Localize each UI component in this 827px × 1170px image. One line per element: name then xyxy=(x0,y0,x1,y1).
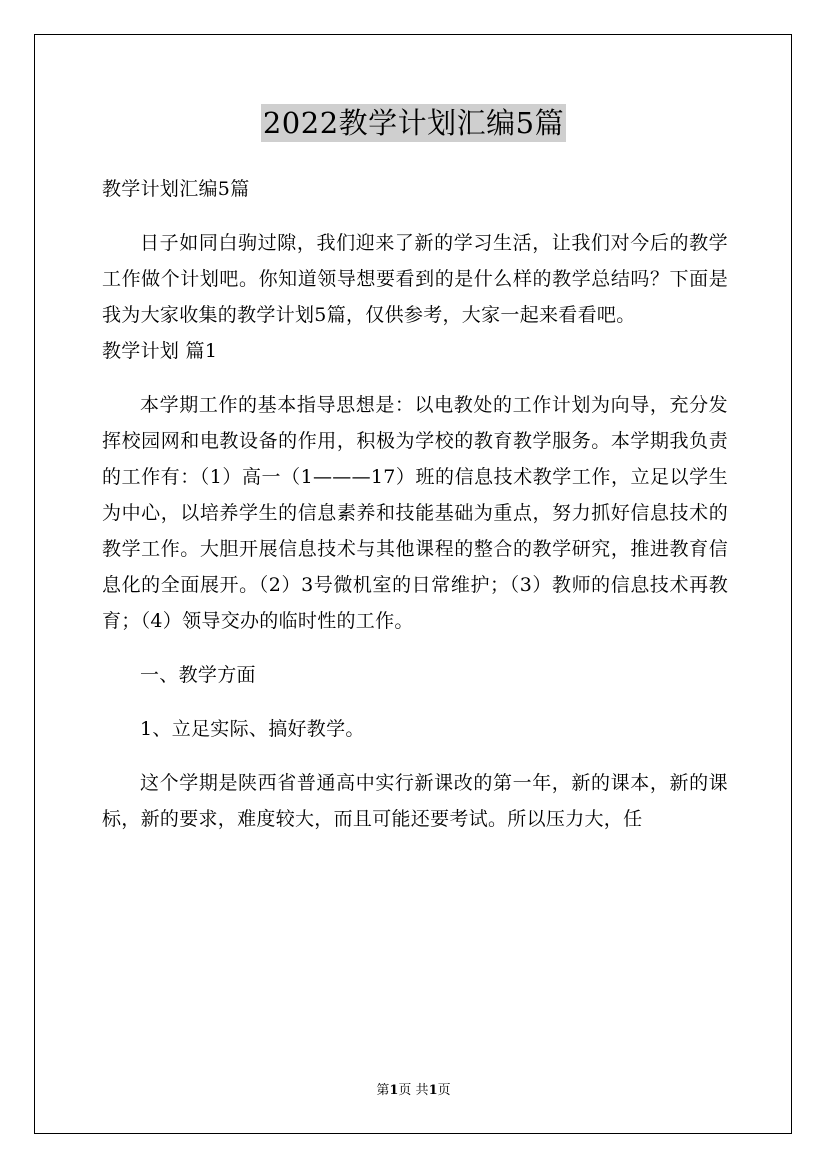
page-footer xyxy=(0,1082,827,1100)
footer-middle: 页 共 xyxy=(398,1083,429,1098)
title-container xyxy=(0,104,827,142)
subtitle-line: 教学计划汇编5篇 xyxy=(102,178,250,200)
paragraph-2: 这个学期是陕西省普通高中实行新课改的第一年，新的课本，新的课标，新的要求，难度较大，而且可能还要考试。所以压力大，任 xyxy=(102,772,728,830)
footer-page-number: 1 xyxy=(389,1083,399,1098)
document-body xyxy=(102,171,728,837)
footer-total-pages: 1 xyxy=(428,1083,438,1098)
document-title: 2022教学计划汇编5篇 xyxy=(262,106,565,140)
section-heading: 教学计划 篇1 xyxy=(102,340,218,362)
footer-suffix: 页 xyxy=(437,1083,451,1098)
footer-prefix: 第 xyxy=(376,1083,390,1098)
heading-teaching-1: 1、立足实际、搞好教学。 xyxy=(140,718,365,740)
intro-paragraph: 日子如同白驹过隙，我们迎来了新的学习生活，让我们对今后的教学工作做个计划吧。你知道领导想要看到的是什么样的教学总结吗？下面是我为大家收集的教学计划5篇，仅供参考，大家一起来看看吧。 xyxy=(102,232,728,326)
heading-teaching: 一、教学方面 xyxy=(140,664,256,686)
paragraph-1: 本学期工作的基本指导思想是：以电教处的工作计划为向导，充分发挥校园网和电教设备的作用，积极为学校的教育教学服务。本学期我负责的工作有：（1）高一（1———17）班的信息技术教学工作，立足以学生为中心，以培养学生的信息素养和技能基础为重点，努力抓好信息技术的教学工作。大胆开展信息技术与其他课程的整合的教学研究，推进教育信息化的全面展开。（2）3号微机室的日常维护；（3）教师的信息技术再教育；（4）领导交办的临时性的工作。 xyxy=(102,394,728,632)
